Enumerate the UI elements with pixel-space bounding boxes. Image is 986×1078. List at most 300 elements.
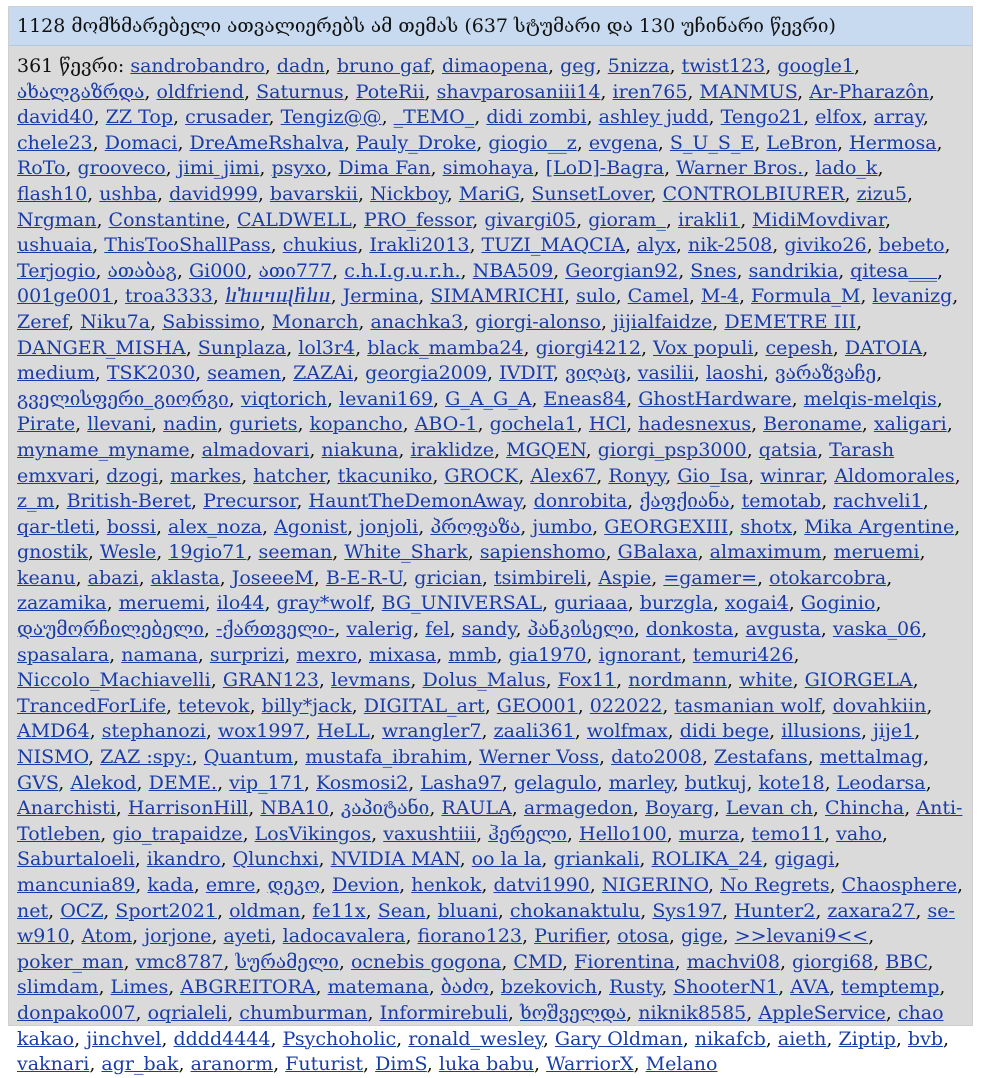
member-link[interactable]: chao kakao <box>17 1001 944 1050</box>
member-link[interactable]: datvi1990 <box>493 874 590 896</box>
member-link[interactable]: NIGERINO <box>601 874 708 896</box>
member-link[interactable]: ikandro <box>146 848 221 871</box>
member-link[interactable]: ilo44 <box>216 592 265 615</box>
member-link[interactable]: sulo <box>576 285 616 308</box>
member-link[interactable]: avgusta <box>745 618 821 641</box>
member-link[interactable]: DimS <box>375 1053 427 1076</box>
member-link[interactable]: Gio_Isa <box>677 464 749 487</box>
member-link[interactable]: GBalaxa <box>617 541 698 564</box>
member-link[interactable]: Eneas84 <box>543 387 627 410</box>
member-link[interactable]: vip_171 <box>229 771 304 794</box>
member-link[interactable]: troa3333 <box>125 285 213 308</box>
member-link[interactable]: wox1997 <box>217 720 305 743</box>
member-link[interactable]: z_m <box>17 490 55 513</box>
member-link[interactable]: surprizi <box>209 643 285 666</box>
member-link[interactable]: ladocavalera <box>282 925 406 948</box>
member-link[interactable]: Wesle <box>99 541 157 564</box>
member-link[interactable]: guriets <box>229 413 298 436</box>
member-link[interactable]: black_mamba24 <box>367 336 524 359</box>
member-link[interactable]: geg <box>560 55 596 77</box>
member-link[interactable]: viqtorich <box>240 387 327 410</box>
member-link[interactable]: psyxo <box>271 157 327 180</box>
member-link[interactable]: Devion <box>332 874 400 896</box>
member-link[interactable]: giviko26 <box>784 234 867 257</box>
member-link[interactable]: didi bege <box>679 720 770 743</box>
member-link[interactable]: kada <box>147 874 194 896</box>
member-link[interactable]: fel <box>425 618 450 641</box>
member-link[interactable]: ათი777 <box>258 259 333 282</box>
member-link[interactable]: 5nizza <box>607 55 670 77</box>
member-link[interactable]: sandy <box>461 618 516 641</box>
member-link[interactable]: cepesh <box>765 336 833 359</box>
member-link[interactable]: CONTROLBIURER <box>662 182 845 205</box>
member-link[interactable]: Limes <box>110 976 169 999</box>
member-link[interactable]: tsimbireli <box>493 566 587 589</box>
member-link[interactable]: Goginio <box>800 592 876 615</box>
member-link[interactable]: iren765 <box>612 80 688 103</box>
member-link[interactable]: TrancedForLife <box>17 694 167 717</box>
member-link[interactable]: 19gio71 <box>168 541 247 564</box>
member-link[interactable]: didi zombi <box>486 106 587 129</box>
member-link[interactable]: Precursor <box>203 490 297 513</box>
member-link[interactable]: Monarch <box>271 310 359 333</box>
member-link[interactable]: temo11 <box>751 822 825 845</box>
member-link[interactable]: flash10 <box>17 182 88 205</box>
member-link[interactable]: luka babu <box>438 1053 534 1076</box>
member-link[interactable]: mancunia89 <box>17 874 136 896</box>
member-link[interactable]: ათაბაგ <box>107 259 177 282</box>
member-link[interactable]: Informirebuli <box>379 1001 508 1024</box>
member-link[interactable]: qitesa___ <box>850 259 937 282</box>
member-link[interactable]: DATOIA <box>844 336 923 359</box>
member-link[interactable]: GRAN123 <box>222 669 319 692</box>
member-link[interactable]: S_U_S_E <box>669 131 755 154</box>
member-link[interactable]: Nickboy <box>370 182 447 205</box>
member-link[interactable]: MANMUS <box>699 80 798 103</box>
member-link[interactable]: გველისფერი_გიორგი <box>17 387 229 410</box>
member-link[interactable]: DEMETRE III <box>724 310 857 333</box>
member-link[interactable]: Saturnus <box>256 80 344 103</box>
member-link[interactable]: Jermina <box>342 285 419 308</box>
member-link[interactable]: Dima Fan <box>338 157 431 180</box>
member-link[interactable]: B-E-R-U <box>325 566 403 589</box>
member-link[interactable]: aklasta <box>150 566 220 589</box>
member-link[interactable]: billy*jack <box>261 694 352 717</box>
member-link[interactable]: ბაძო <box>440 976 489 999</box>
member-link[interactable]: jijialfaidze <box>613 310 713 333</box>
member-link[interactable]: gigagi <box>774 848 835 871</box>
member-link[interactable]: 022022 <box>589 694 663 717</box>
member-link[interactable]: temuri426 <box>692 643 794 666</box>
member-link[interactable]: jonjoli <box>359 515 419 538</box>
member-link[interactable]: gio_trapaidze <box>112 822 243 845</box>
member-link[interactable]: ignorant <box>598 643 681 666</box>
member-link[interactable]: levmans <box>331 669 411 692</box>
member-link[interactable]: mettalmag <box>819 746 924 769</box>
member-link[interactable]: WarriorX <box>546 1053 634 1076</box>
member-link[interactable]: Lasha97 <box>420 771 502 794</box>
member-link[interactable]: Werner Voss <box>479 746 599 769</box>
member-link[interactable]: ZZ Top <box>105 106 173 129</box>
member-link[interactable]: ABGREITORA <box>180 976 316 999</box>
member-link[interactable]: wolfmax <box>586 720 668 743</box>
member-link[interactable]: კაპიტანი <box>340 797 430 820</box>
member-link[interactable]: chele23 <box>17 131 93 154</box>
member-link[interactable]: Aspie <box>598 566 652 589</box>
member-link[interactable]: Futurist <box>285 1053 364 1076</box>
member-link[interactable]: Sunplaza <box>197 336 287 359</box>
member-link[interactable]: ხოშველდა <box>519 1001 627 1024</box>
member-link[interactable]: დეკო <box>267 874 321 896</box>
member-link[interactable]: giorgi68 <box>792 950 874 973</box>
member-link[interactable]: Ziptip <box>838 1027 896 1050</box>
member-link[interactable]: oo la la <box>471 848 542 871</box>
member-link[interactable]: Rusty <box>609 976 662 999</box>
member-link[interactable]: BBC <box>885 950 928 973</box>
member-link[interactable]: -ქართველი- <box>216 618 335 641</box>
member-link[interactable]: Boyarg <box>644 797 714 820</box>
member-link[interactable]: G_A_G_A <box>445 387 532 410</box>
member-link[interactable]: ushuaia <box>17 234 93 257</box>
member-link[interactable]: Ar-Pharazôn <box>809 80 929 103</box>
member-link[interactable]: seeman <box>258 541 333 564</box>
member-link[interactable]: iraklidze <box>410 438 495 461</box>
member-link[interactable]: jimi_jimi <box>177 157 260 180</box>
member-link[interactable]: mustafa_ibrahim <box>305 746 468 769</box>
member-link[interactable]: =gamer= <box>663 566 758 589</box>
member-link[interactable]: evgena <box>588 131 658 154</box>
member-link[interactable]: Chincha <box>824 797 905 820</box>
member-link[interactable]: array <box>873 106 923 129</box>
member-link[interactable]: HarrisonHill <box>127 797 249 820</box>
member-link[interactable]: ABO-1 <box>414 413 478 436</box>
member-link[interactable]: rachveli1 <box>833 490 923 513</box>
member-link[interactable]: ROLIKA_24 <box>651 848 763 871</box>
member-link[interactable]: irakli1 <box>677 208 741 231</box>
member-link[interactable]: net <box>17 899 49 922</box>
member-link[interactable]: British-Beret <box>66 490 192 513</box>
member-link[interactable]: CMD <box>513 950 562 973</box>
member-link[interactable]: Hunter2 <box>734 899 816 922</box>
member-link[interactable]: wrangler7 <box>381 720 482 743</box>
member-link[interactable]: nikafcb <box>694 1027 766 1050</box>
member-link[interactable]: mmb <box>448 643 497 666</box>
member-link[interactable]: temptemp <box>841 976 940 999</box>
member-link[interactable]: Gi000 <box>188 259 247 282</box>
member-link[interactable]: bluani <box>437 899 498 922</box>
member-link[interactable]: Terjogio <box>17 259 96 282</box>
member-link[interactable]: google1 <box>777 55 854 77</box>
member-link[interactable]: RoTo <box>17 157 66 180</box>
member-link[interactable]: oqrialeli <box>147 1001 228 1024</box>
member-link[interactable]: gia1970 <box>508 643 587 666</box>
member-link[interactable]: valerig <box>346 618 414 641</box>
member-link[interactable]: ashley judd <box>598 106 709 129</box>
member-link[interactable]: SIMAMRICHI <box>430 285 564 308</box>
member-link[interactable]: se-w910 <box>17 899 955 948</box>
member-link[interactable]: chukius <box>282 234 358 257</box>
member-link[interactable]: Beroname <box>763 413 862 436</box>
member-link[interactable]: Quantum <box>203 746 294 769</box>
member-link[interactable]: ronald_wesley <box>408 1027 543 1050</box>
member-link[interactable]: llevani <box>87 413 152 436</box>
member-link[interactable]: ვიღაც <box>565 362 626 385</box>
member-link[interactable]: zazamika <box>17 592 107 615</box>
member-link[interactable]: _TEMO_ <box>393 106 475 129</box>
member-link[interactable]: M-4 <box>700 285 739 308</box>
member-link[interactable]: ZAZAi <box>293 362 354 385</box>
member-link[interactable]: Domaci <box>104 131 178 154</box>
member-link[interactable]: aranorm <box>190 1053 274 1076</box>
member-link[interactable]: hadesnexus <box>638 413 752 436</box>
member-link[interactable]: grician <box>414 566 482 589</box>
member-link[interactable]: NVIDIA MAN <box>330 848 460 871</box>
member-link[interactable]: AVA <box>790 976 830 999</box>
member-link[interactable]: Tengo21 <box>720 106 804 129</box>
member-link[interactable]: IVDIT <box>499 362 553 385</box>
member-link[interactable]: OCZ <box>60 899 104 922</box>
member-link[interactable]: Kosmosi2 <box>316 771 409 794</box>
member-link[interactable]: gioram_ <box>588 208 666 231</box>
member-link[interactable]: giogio__z <box>488 131 577 154</box>
member-link[interactable]: DIGITAL_art <box>363 694 485 717</box>
member-link[interactable]: MidiMovdivar <box>752 208 885 231</box>
member-link[interactable]: Agonist <box>274 515 348 538</box>
member-link[interactable]: Saburtaloeli <box>17 848 135 871</box>
member-link[interactable]: spasalara <box>17 643 110 666</box>
member-link[interactable]: guriaaa <box>554 592 628 615</box>
member-link[interactable]: simohaya <box>442 157 534 180</box>
member-link[interactable]: Chaosphere <box>841 874 957 896</box>
member-link[interactable]: SunsetLover <box>531 182 651 205</box>
member-link[interactable]: burzgla <box>639 592 713 615</box>
member-link[interactable]: lol3r4 <box>298 336 356 359</box>
member-link[interactable]: Aldomorales <box>834 464 955 487</box>
member-link[interactable]: almaximum <box>709 541 822 564</box>
member-link[interactable]: No Regrets <box>720 874 830 896</box>
member-link[interactable]: zaali361 <box>493 720 575 743</box>
member-link[interactable]: jije1 <box>873 720 915 743</box>
member-link[interactable]: JoseeeM <box>231 566 314 589</box>
member-link[interactable]: Nrgman <box>17 208 97 231</box>
member-link[interactable]: CALDWELL <box>237 208 352 231</box>
member-link[interactable]: slimdam <box>17 976 99 999</box>
member-link[interactable]: bavarskii <box>269 182 358 205</box>
member-link[interactable]: White_Shark <box>344 541 468 564</box>
member-link[interactable]: butkuj <box>684 771 747 794</box>
member-link[interactable]: ayeti <box>223 925 271 948</box>
member-link[interactable]: levanizg <box>872 285 953 308</box>
member-link[interactable]: Ronyy <box>608 464 666 487</box>
member-link[interactable]: zaxara27 <box>827 899 916 922</box>
member-link[interactable]: oldfriend <box>156 80 245 103</box>
member-link[interactable]: winrar <box>760 464 823 487</box>
member-link[interactable]: LosVikingos <box>254 822 372 845</box>
member-link[interactable]: murza <box>678 822 740 845</box>
member-link[interactable]: bebeto <box>878 234 945 257</box>
member-link[interactable]: qatsia <box>758 438 818 461</box>
member-link[interactable]: Hermosa <box>849 131 937 154</box>
member-link[interactable]: shotx <box>740 515 793 538</box>
member-link[interactable]: meruemi <box>833 541 920 564</box>
member-link[interactable]: GEORGEXIII <box>604 515 729 538</box>
member-link[interactable]: lado_k <box>815 157 878 180</box>
member-link[interactable]: ZAZ :spy: <box>100 746 192 769</box>
member-link[interactable]: zizu5 <box>856 182 908 205</box>
member-link[interactable]: myname_myname <box>17 438 190 461</box>
member-link[interactable]: vmc8787 <box>135 950 224 973</box>
member-link[interactable]: Zeref <box>17 310 69 333</box>
member-link[interactable]: Alex67 <box>530 464 597 487</box>
member-link[interactable]: 001ge001 <box>17 285 113 308</box>
member-link[interactable]: Irakli2013 <box>369 234 470 257</box>
member-link[interactable]: [LoD]-Bagra <box>545 157 665 180</box>
member-link[interactable]: PoteRii <box>355 80 425 103</box>
member-link[interactable]: gochela1 <box>489 413 577 436</box>
member-link[interactable]: LeBron <box>766 131 837 154</box>
member-link[interactable]: david40 <box>17 106 94 129</box>
member-link[interactable]: Formula_M <box>751 285 861 308</box>
member-link[interactable]: ushba <box>99 182 157 205</box>
member-link[interactable]: vaknari <box>17 1053 90 1076</box>
member-link[interactable]: HauntTheDemonAway <box>308 490 522 513</box>
member-link[interactable]: Georgian92 <box>565 259 679 282</box>
member-link[interactable]: DANGER_MISHA <box>17 336 186 359</box>
member-link[interactable]: elfox <box>815 106 862 129</box>
member-link[interactable]: Psychoholic <box>282 1027 397 1050</box>
member-link[interactable]: Niku7a <box>80 310 151 333</box>
member-link[interactable]: armagedon <box>523 797 633 820</box>
member-link[interactable]: ⴑⴆⴎⴈⴓⴌⴑⴎ <box>224 285 331 308</box>
member-link[interactable]: dadn <box>276 55 325 77</box>
member-link[interactable]: bruno gaf <box>336 55 430 77</box>
member-link[interactable]: GEO001 <box>496 694 578 717</box>
member-link[interactable]: ვარაზვაჩე <box>775 362 877 385</box>
member-link[interactable]: Purifier <box>534 925 606 948</box>
member-link[interactable]: gelagulo <box>513 771 597 794</box>
member-link[interactable]: nadin <box>163 413 218 436</box>
member-link[interactable]: fe11x <box>312 899 366 922</box>
member-link[interactable]: bzekovich <box>500 976 597 999</box>
member-link[interactable]: სურამელი <box>235 950 339 973</box>
member-link[interactable]: RAULA <box>441 797 512 820</box>
member-link[interactable]: chumburman <box>239 1001 368 1024</box>
member-link[interactable]: niakuna <box>321 438 399 461</box>
member-link[interactable]: jorjone <box>144 925 212 948</box>
member-link[interactable]: tasmanian wolf <box>674 694 821 717</box>
member-link[interactable]: GhostHardware <box>638 387 792 410</box>
member-link[interactable]: Dolus_Malus <box>422 669 546 692</box>
member-link[interactable]: oldman <box>229 899 301 922</box>
member-link[interactable]: alyx <box>637 234 676 257</box>
member-link[interactable]: vaho <box>836 822 882 845</box>
member-link[interactable]: fiorano123 <box>417 925 522 948</box>
member-link[interactable]: aieth <box>777 1027 827 1050</box>
member-link[interactable]: AppleService <box>758 1001 886 1024</box>
member-link[interactable]: marley <box>608 771 673 794</box>
member-link[interactable]: white <box>739 669 793 692</box>
member-link[interactable]: dzogi <box>106 464 159 487</box>
member-link[interactable]: temotab <box>741 490 822 513</box>
member-link[interactable]: david999 <box>169 182 258 205</box>
member-link[interactable]: Levan ch <box>725 797 813 820</box>
member-link[interactable]: პროფაზა <box>430 515 521 538</box>
member-link[interactable]: Gary Oldman <box>554 1027 683 1050</box>
member-link[interactable]: abazi <box>87 566 139 589</box>
member-link[interactable]: jinchvel <box>86 1027 162 1050</box>
member-link[interactable]: ჰერელი <box>488 822 567 845</box>
member-link[interactable]: seamen <box>207 362 282 385</box>
member-link[interactable]: griankali <box>553 848 640 871</box>
member-link[interactable]: NISMO <box>17 746 89 769</box>
member-link[interactable]: nik-2508 <box>688 234 773 257</box>
member-link[interactable]: Snes <box>690 259 737 282</box>
member-link[interactable]: Sean <box>377 899 426 922</box>
member-link[interactable]: hatcher <box>253 464 326 487</box>
member-link[interactable]: HeLL <box>316 720 370 743</box>
member-link[interactable]: georgia2009 <box>365 362 488 385</box>
member-link[interactable]: gray*wolf <box>276 592 370 615</box>
member-link[interactable]: ShooterN1 <box>673 976 779 999</box>
member-link[interactable]: GVS <box>17 771 59 794</box>
member-link[interactable]: Alekod <box>70 771 137 794</box>
member-link[interactable]: Sport2021 <box>115 899 217 922</box>
member-link[interactable]: giorgi4212 <box>535 336 641 359</box>
member-link[interactable]: >>levani9<< <box>734 925 869 948</box>
member-link[interactable]: Hello100 <box>579 822 667 845</box>
member-link[interactable]: tetevok <box>178 694 250 717</box>
member-link[interactable]: mixasa <box>368 643 437 666</box>
member-link[interactable]: givargi05 <box>484 208 577 231</box>
member-link[interactable]: donkosta <box>645 618 734 641</box>
member-link[interactable]: mexro <box>296 643 357 666</box>
member-link[interactable]: Pauly_Droke <box>355 131 477 154</box>
member-link[interactable]: Warner Bros. <box>676 157 804 180</box>
member-link[interactable]: stephanozi <box>101 720 206 743</box>
member-link[interactable]: Leodarsa <box>836 771 926 794</box>
member-link[interactable]: kopancho <box>309 413 403 436</box>
member-link[interactable]: grooveco <box>77 157 166 180</box>
member-link[interactable]: ქაფქიანა <box>639 490 730 513</box>
member-link[interactable]: NBA10 <box>260 797 329 820</box>
member-link[interactable]: Constantine <box>108 208 225 231</box>
member-link[interactable]: giorgi_psp3000 <box>597 438 747 461</box>
member-link[interactable]: dato2008 <box>611 746 703 769</box>
member-link[interactable]: Tarash emxvari <box>17 438 895 487</box>
member-link[interactable]: gige <box>680 925 723 948</box>
member-link[interactable]: jumbo <box>532 515 593 538</box>
member-link[interactable]: dddd4444 <box>173 1027 271 1050</box>
member-link[interactable]: c.h.I.g.u.r.h. <box>344 259 461 282</box>
member-link[interactable]: DEME. <box>148 771 218 794</box>
member-link[interactable]: donrobita <box>533 490 628 513</box>
member-link[interactable]: anachka3 <box>370 310 464 333</box>
member-link[interactable]: Vox populi <box>653 336 754 359</box>
member-link[interactable]: levani169 <box>339 387 434 410</box>
member-link[interactable]: chokanaktulu <box>509 899 641 922</box>
member-link[interactable]: Sys197 <box>652 899 723 922</box>
member-link[interactable]: meruemi <box>118 592 205 615</box>
member-link[interactable]: twist123 <box>681 55 766 77</box>
member-link[interactable]: keanu <box>17 566 76 589</box>
member-link[interactable]: vasilii <box>637 362 694 385</box>
member-link[interactable]: machvi08 <box>686 950 780 973</box>
member-link[interactable]: Atom <box>81 925 133 948</box>
member-link[interactable]: DreAmeRshalva <box>189 131 344 154</box>
member-link[interactable]: dimaopena <box>441 55 548 77</box>
member-link[interactable]: TUZI_MAQCIA <box>481 234 625 257</box>
member-link[interactable]: NBA509 <box>472 259 554 282</box>
